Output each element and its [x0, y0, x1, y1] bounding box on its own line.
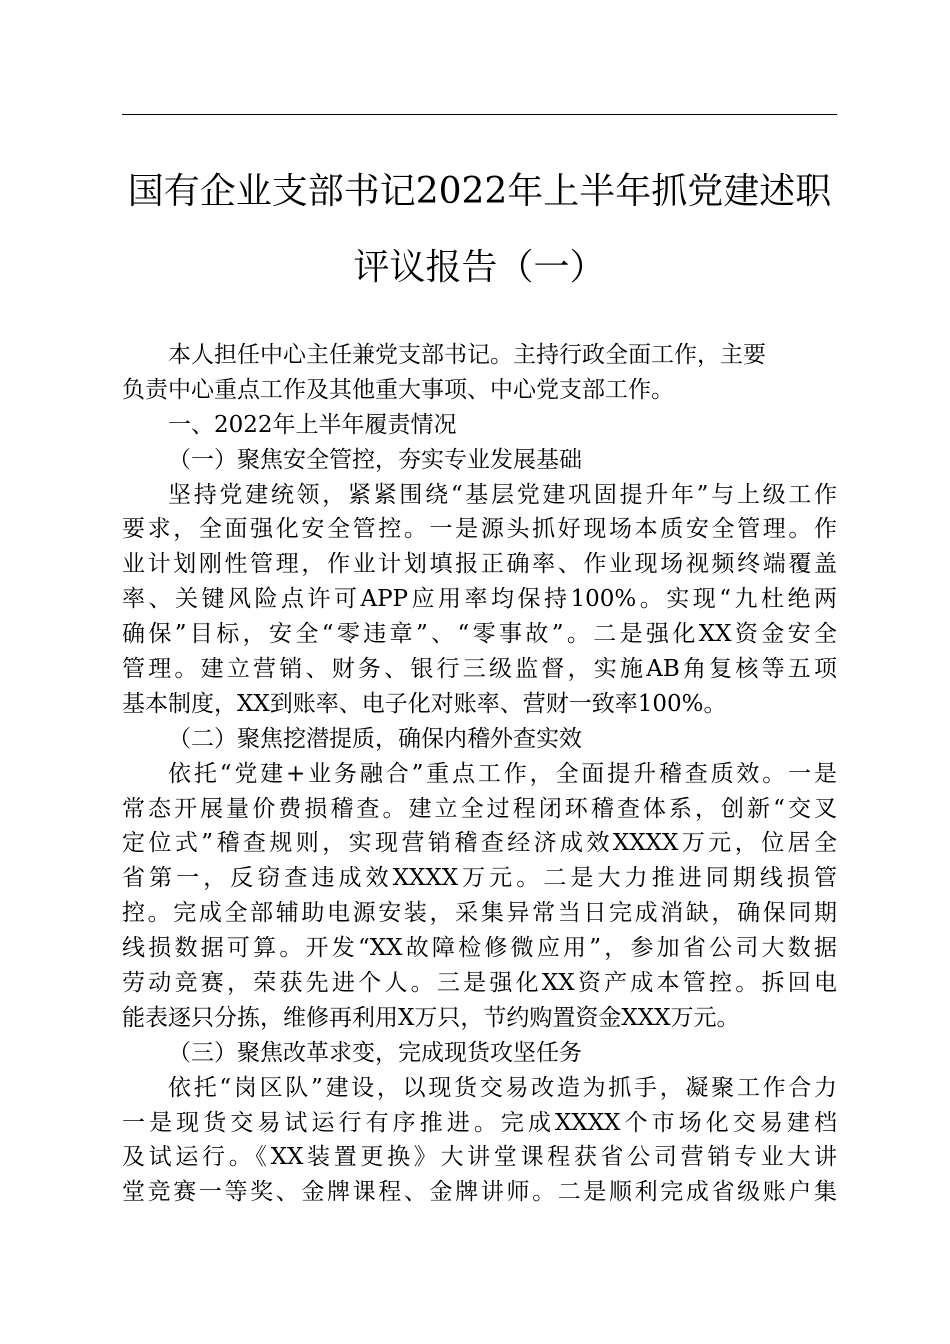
body-line-13: 依托“党建+业务融合”重点工作，全面提升稽查质效。一是: [168, 760, 837, 787]
body-line-6: 要求，全面强化安全管控。一是源头抓好现场本质安全管理。作: [122, 516, 837, 543]
body-line-11: 基本制度，XX到账率、电子化对账率、营财一致率100%。: [122, 690, 727, 717]
body-line-18: 线损数据可算。开发“XX故障检修微应用”，参加省公司大数据: [122, 935, 837, 962]
section-heading-1: 一、2022年上半年履责情况: [168, 411, 457, 438]
body-line-14: 常态开展量价费损稽查。建立全过程闭环稽查体系，创新“交叉: [122, 795, 837, 822]
subsection-heading-1: （一）聚焦安全管控，夯实专业发展基础: [168, 446, 582, 473]
title-line-2: 评议报告（一）: [353, 247, 606, 288]
body-line-16: 省第一，反窃查违成效XXXX万元。二是大力推进同期线损管: [122, 865, 837, 892]
body-line-1: 本人担任中心主任兼党支部书记。主持行政全面工作，主要: [168, 342, 766, 368]
body-line-24: 及试运行。《XX装置更换》大讲堂课程获省公司营销专业大讲: [122, 1144, 837, 1171]
body-line-22: 依托“岗区队”建设，以现货交易改造为抓手，凝聚工作合力: [168, 1074, 837, 1101]
body-line-19: 劳动竞赛，荣获先进个人。三是强化XX资产成本管控。拆回电: [122, 970, 837, 997]
title-line-1: 国有企业支部书记2022年上半年抓党建述职: [127, 171, 832, 212]
document-body: [122, 338, 837, 1210]
body-line-15: 定位式”稽查规则，实现营销稽查经济成效XXXX万元，位居全: [122, 830, 837, 857]
body-line-9: 确保”目标，安全“零违章”、“零事故”。二是强化XX资金安全: [122, 621, 837, 648]
body-line-17: 控。完成全部辅助电源安装，采集异常当日完成消缺，确保同期: [122, 900, 837, 927]
subsection-heading-2: （二）聚焦挖潜提质，确保内稽外查实效: [168, 725, 582, 752]
body-line-10: 管理。建立营销、财务、银行三级监督，实施AB角复核等五项: [122, 656, 837, 683]
body-line-7: 业计划刚性管理，作业计划填报正确率、作业现场视频终端覆盖: [122, 551, 837, 578]
body-line-20: 能表逐只分拣，维修再利用X万只，节约购置资金XXX万元。: [122, 1004, 740, 1031]
body-line-23: 一是现货交易试运行有序推进。完成XXXX个市场化交易建档: [122, 1109, 837, 1136]
subsection-heading-3: （三）聚焦改革求变，完成现货攻坚任务: [168, 1039, 582, 1066]
body-line-5: 坚持党建统领，紧紧围绕“基层党建巩固提升年”与上级工作: [168, 481, 837, 508]
header-rule: [122, 114, 837, 115]
body-line-8: 率、关键风险点许可APP应用率均保持100%。实现“九杜绝两: [122, 586, 837, 613]
body-line-25: 堂竞赛一等奖、金牌课程、金牌讲师。二是顺利完成省级账户集: [122, 1179, 837, 1206]
body-line-2: 负责中心重点工作及其他重大事项、中心党支部工作。: [122, 376, 674, 403]
document-title: [122, 172, 837, 288]
